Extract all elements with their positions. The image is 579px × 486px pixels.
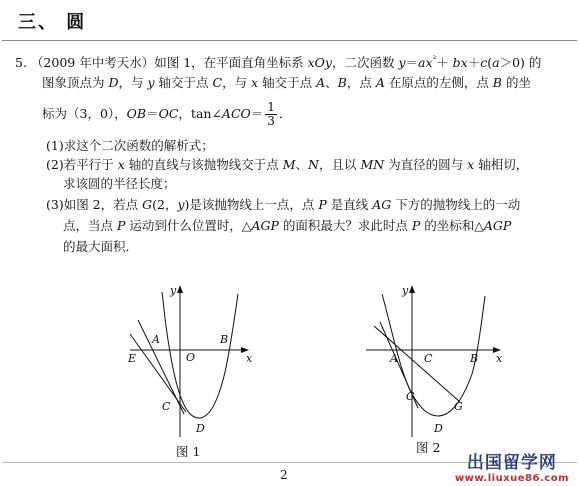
text: ，二次函数 xyxy=(331,55,399,71)
text: 下方的抛物线上的一动 xyxy=(391,197,521,212)
y-axis-arrow xyxy=(409,285,415,293)
text: ＝ xyxy=(405,55,419,71)
label-o: O xyxy=(186,351,196,364)
math: xOy xyxy=(307,55,332,71)
label-y: y xyxy=(402,284,409,297)
label-b: B xyxy=(470,352,479,365)
text: 是直线 xyxy=(326,197,373,212)
math: P xyxy=(318,197,327,212)
math: OC xyxy=(158,106,179,121)
label-g: G xyxy=(454,400,463,413)
text: )是该抛物线上一点，点 xyxy=(184,197,319,212)
math-exp: ² xyxy=(432,55,437,65)
text: 轴交于点 xyxy=(258,75,317,90)
math: x xyxy=(251,75,259,90)
math: x xyxy=(117,157,125,172)
page-number: 2 xyxy=(280,468,288,482)
text: 轴的直线与该抛物线交于点 xyxy=(124,157,283,172)
math: B xyxy=(492,75,502,90)
text: 的坐标和△ xyxy=(420,218,484,233)
text: 在原点的左侧，点 xyxy=(384,75,493,90)
watermark-name: 出国留学网 xyxy=(466,453,557,473)
math: y xyxy=(398,55,406,71)
math: AGP xyxy=(251,218,279,233)
math: ax xyxy=(418,55,433,71)
text: 轴相切， xyxy=(474,157,529,172)
parabola xyxy=(162,292,238,418)
math: a xyxy=(492,55,500,71)
text: 如图 1，在平面直角坐标系 xyxy=(154,55,308,71)
math: D xyxy=(108,75,119,90)
figure-1 xyxy=(122,282,262,442)
text: (3)如图 2，若点 xyxy=(46,197,143,212)
label-c2: C xyxy=(406,390,415,403)
math: ACO xyxy=(221,106,251,121)
text: 为直径的圆与 xyxy=(384,157,468,172)
math: P xyxy=(116,218,126,233)
label-x: x xyxy=(496,352,503,365)
math: G xyxy=(142,197,153,212)
label-d: D xyxy=(434,422,443,435)
fraction xyxy=(265,101,277,128)
math: MN xyxy=(360,157,385,172)
text: 轴交于点 xyxy=(154,75,213,90)
text: ＝ xyxy=(250,106,264,121)
question-3-line-3: 的最大面积． xyxy=(63,239,139,254)
label-x: x xyxy=(246,352,253,365)
label-a: A xyxy=(152,333,160,346)
question-1: (1)求这个二次函数的解析式； xyxy=(46,138,214,153)
text: 的面积最大？求此时点 xyxy=(278,218,412,233)
y-axis-arrow xyxy=(177,285,183,293)
figure-1-caption: 图 1 xyxy=(176,444,201,459)
math: OB xyxy=(126,106,147,121)
math: y xyxy=(177,197,185,212)
math: A xyxy=(316,75,326,90)
problem-source: （2009 年中考天水） xyxy=(30,55,155,71)
text: 标为（3，0）， xyxy=(42,106,127,121)
text: 、 xyxy=(295,157,309,172)
fraction-denominator: 3 xyxy=(267,114,275,128)
text: ＝ xyxy=(146,106,159,121)
label-e: E xyxy=(128,352,137,365)
question-2-line-1 xyxy=(46,157,528,173)
label-d: D xyxy=(196,422,205,435)
text: ，且以 xyxy=(318,157,361,172)
text: 运动到什么位置时，△ xyxy=(125,218,252,233)
text: 的坐 xyxy=(501,75,531,90)
question-2-line-2: 求该圆的半径长度； xyxy=(63,176,176,191)
text: ． xyxy=(278,106,292,121)
text: 点，当点 xyxy=(63,218,117,233)
text: ，点 xyxy=(346,75,376,90)
label-b: B xyxy=(220,333,229,346)
problem-line-2 xyxy=(42,75,531,91)
math: P xyxy=(411,218,421,233)
fraction-numerator: 1 xyxy=(267,100,275,114)
label-y: y xyxy=(170,284,177,297)
text: ，与 xyxy=(118,75,148,90)
math: bx xyxy=(452,55,468,71)
math: AGP xyxy=(483,218,512,233)
math: N xyxy=(308,157,319,172)
question-3-line-2 xyxy=(63,218,511,234)
text: ＞0) 的 xyxy=(499,55,542,71)
question-3-line-1 xyxy=(46,197,520,213)
label-c: C xyxy=(424,352,433,365)
figure-2-caption: 图 2 xyxy=(416,440,441,455)
text: ＋ xyxy=(436,55,453,71)
label-c: C xyxy=(162,400,171,413)
section-rule-top xyxy=(2,40,577,41)
line-ag xyxy=(374,326,460,402)
math: c xyxy=(480,55,488,71)
math: AG xyxy=(372,197,392,212)
text: (2)若平行于 xyxy=(46,157,118,172)
site-watermark xyxy=(455,448,569,484)
watermark-url: www.liuxue86.com xyxy=(454,473,569,484)
problem-number: 5. xyxy=(15,55,27,71)
text: ＋ xyxy=(467,55,481,71)
text: ( xyxy=(487,55,493,71)
text: ，tan∠ xyxy=(178,106,222,121)
problem-line-1 xyxy=(15,52,541,71)
math: C xyxy=(212,75,223,90)
label-a: A xyxy=(390,352,398,365)
math: x xyxy=(467,157,475,172)
math: y xyxy=(147,75,155,90)
text: 、 xyxy=(325,75,338,90)
text: ，与 xyxy=(222,75,252,90)
text: 图象顶点为 xyxy=(42,75,109,90)
math: B xyxy=(337,75,347,90)
section-title: 三、 圆 xyxy=(18,12,87,33)
text: (2， xyxy=(152,197,178,212)
math: M xyxy=(282,157,296,172)
figure-2 xyxy=(360,282,510,442)
problem-line-3 xyxy=(42,99,291,129)
math: A xyxy=(375,75,385,90)
